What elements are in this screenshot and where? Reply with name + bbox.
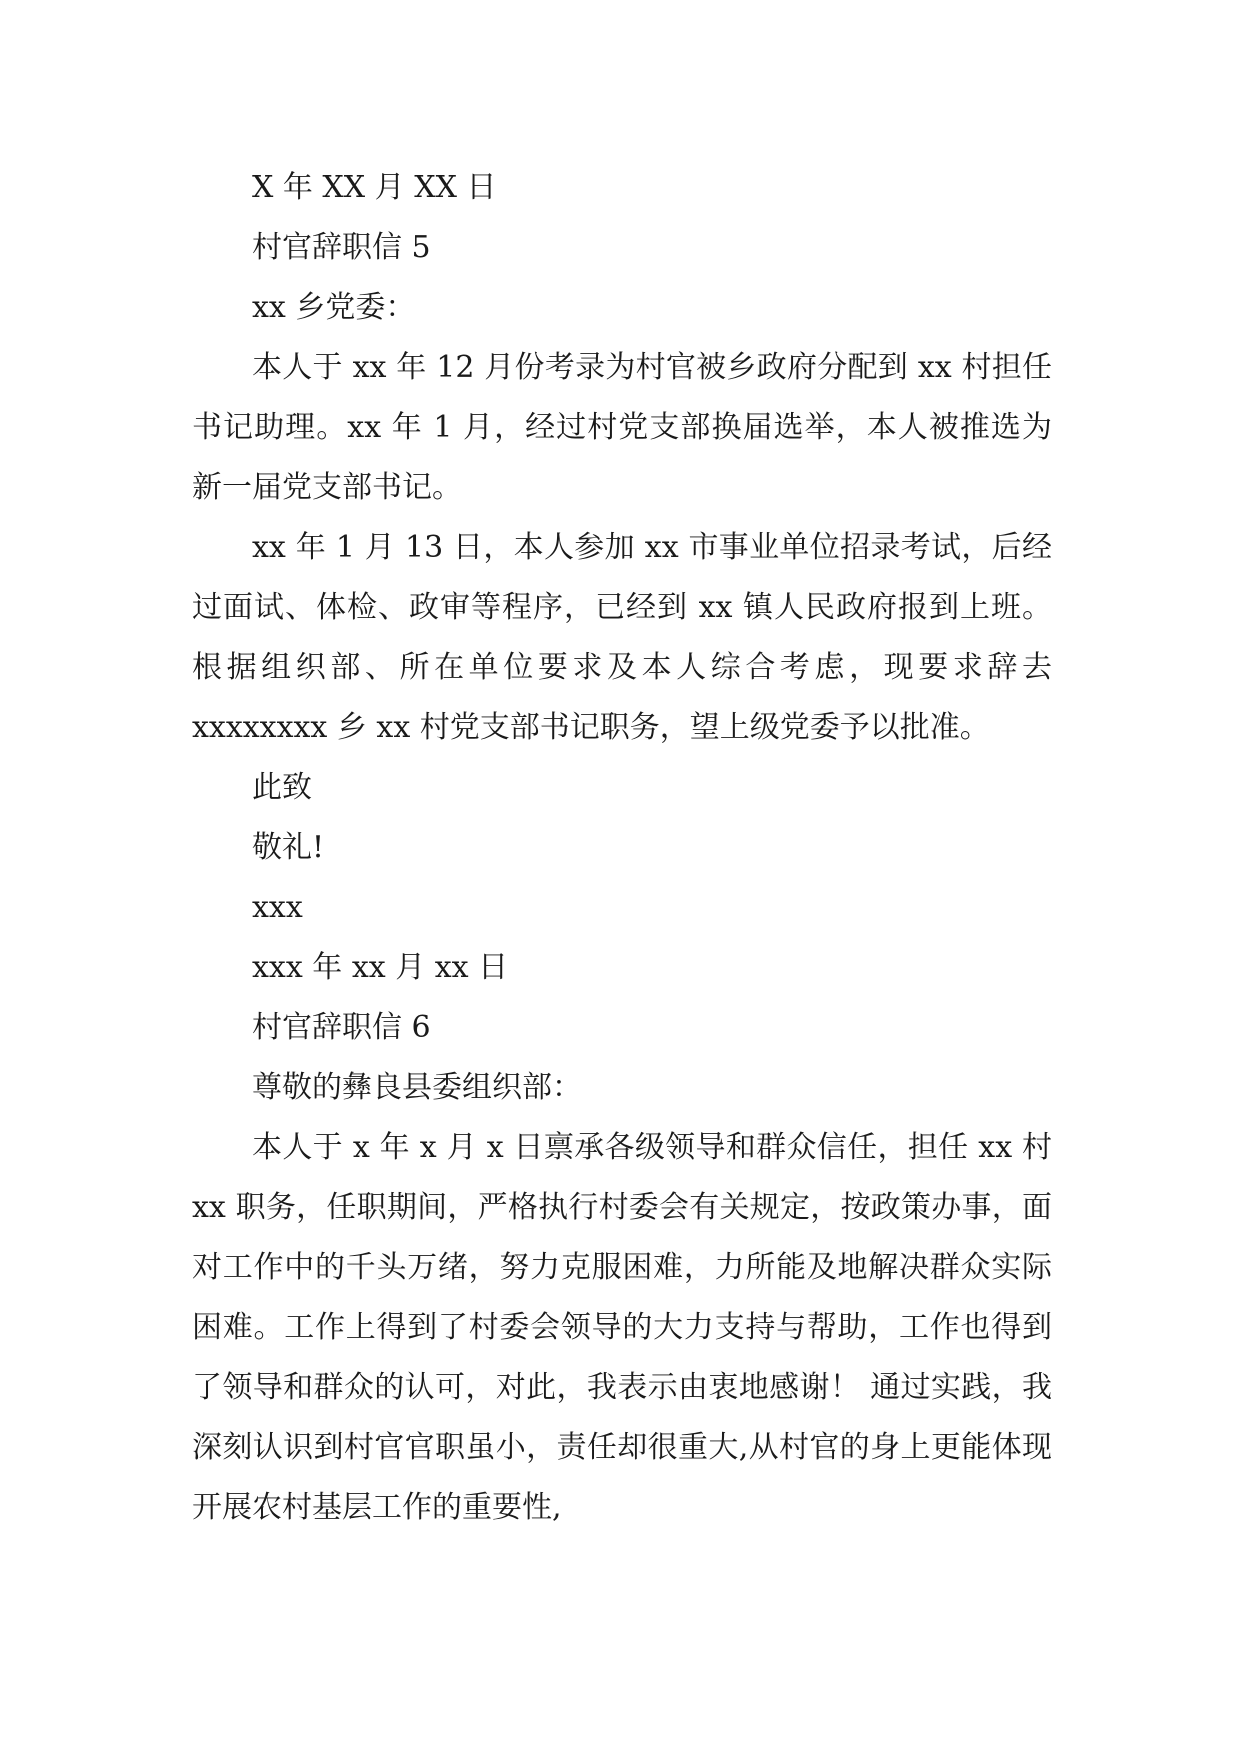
letter-6-title: 村官辞职信 6 [252,1010,431,1045]
letter-5-paragraph-2: xx 年 1 月 13 日，本人参加 xx 市事业单位招录考试，后经过面试、体检、政审等程序，已经到 xx 镇人民政府报到上班。根据组织部、所在单位要求及本人综合考虑，现要求辞去 xxxxxxxx 乡 xx 村党支部书记职务，望上级党委予以批准。 [192,530,1052,745]
signature: xxx [252,890,303,925]
letter-6-paragraph-1: 本人于 x 年 x 月 x 日禀承各级领导和群众信任，担任 xx 村 xx 职务，任职期间，严格执行村委会有关规定，按政策办事，面对工作中的千头万绪，努力克服困难，力所能及地解决群众实际困难。工作上得到了村委会领导的大力支持与帮助，工作也得到了领导和群众的认可，对此，我表示由衷地感谢！ 通过实践，我深刻认识到村官官职虽小，责任却很重大,从村官的身上更能体现开展农村基层工作的重要性, [192,1130,1052,1525]
closing-greeting-2: 敬礼! [252,830,325,865]
letter-6-salutation: 尊敬的彝良县委组织部： [252,1070,582,1105]
letter-5-paragraph-1: 本人于 xx 年 12 月份考录为村官被乡政府分配到 xx 村担任书记助理。xx 年 1 月，经过村党支部换届选举，本人被推选为新一届党支部书记。 [192,350,1052,505]
date-line: X 年 XX 月 XX 日 [252,170,497,205]
signature-date: xxx 年 xx 月 xx 日 [252,950,509,985]
closing-greeting-1: 此致 [252,770,312,805]
letter-5-title: 村官辞职信 5 [252,230,431,265]
letter-5-salutation: xx 乡党委： [252,290,416,325]
document-page [192,158,1052,1538]
